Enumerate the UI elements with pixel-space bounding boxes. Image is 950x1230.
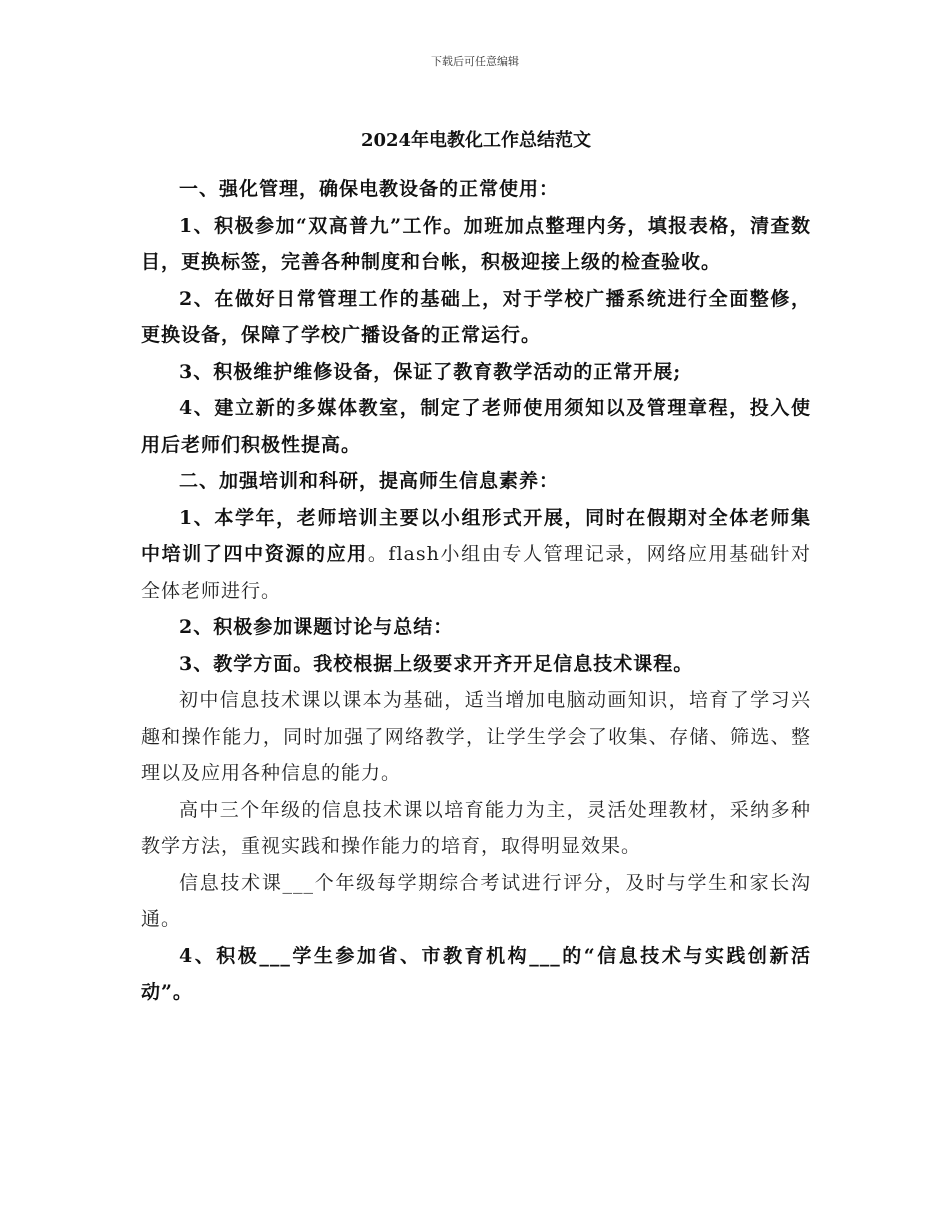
paragraph <box>141 390 811 463</box>
paragraph-text: 信息技术课___个年级每学期综合考试进行评分，及时与学生和家长沟通。 <box>141 871 811 930</box>
header-note: 下载后可任意编辑 <box>431 55 519 68</box>
paragraph-text: 3、教学方面。我校根据上级要求开齐开足信息技术课程。 <box>179 652 694 675</box>
paragraph-text-normal: 。flash小组由专人管理记录，网络应用基础针对全体老师进行。 <box>141 543 811 602</box>
paragraph <box>141 865 811 938</box>
paragraph-text: 初中信息技术课以课本为基础，适当增加电脑动画知识，培育了学习兴趣和操作能力，同时加强了网络教学，让学生学会了收集、存储、筛选、整理以及应用各种信息的能力。 <box>141 689 811 784</box>
paragraph-text: 高中三个年级的信息技术课以培育能力为主，灵活处理教材，采纳多种教学方法，重视实践和操作能力的培育，取得明显效果。 <box>141 798 811 857</box>
paragraph-text: 1、积极参加“双高普九”工作。加班加点整理内务，填报表格，清查数目，更换标签，完善各种制度和台帐，积极迎接上级的检查验收。 <box>141 214 811 273</box>
paragraph <box>141 792 811 865</box>
paragraph <box>141 208 811 281</box>
paragraph-text: 二、加强培训和科研，提高师生信息素养： <box>179 470 560 492</box>
paragraph <box>141 500 811 610</box>
paragraph-text: 3、积极维护维修设备，保证了教育教学活动的正常开展; <box>179 360 682 383</box>
section-heading-2 <box>141 463 811 500</box>
paragraph <box>141 682 811 792</box>
paragraph-text: 一、强化管理，确保电教设备的正常使用： <box>179 178 560 200</box>
paragraph <box>141 281 811 354</box>
paragraph <box>141 938 811 1011</box>
document-title: 2024年电教化工作总结范文 <box>360 130 592 151</box>
paragraph-text: 2、积极参加课题讨论与总结： <box>179 616 454 638</box>
paragraph-text: 4、积极___学生参加省、市教育机构___的“信息技术与实践创新活动”。 <box>141 944 811 1003</box>
section-heading-1 <box>141 171 811 208</box>
paragraph <box>141 609 811 646</box>
paragraph <box>141 354 811 391</box>
paragraph <box>141 646 811 683</box>
paragraph-text: 4、建立新的多媒体教室，制定了老师使用须知以及管理章程，投入使用后老师们积极性提高。 <box>141 397 811 456</box>
paragraph-text: 2、在做好日常管理工作的基础上，对于学校广播系统进行全面整修，更换设备，保障了学校广播设备的正常运行。 <box>141 287 811 346</box>
document-body <box>141 125 811 1011</box>
paragraph-text-bold: 1、本学年，老师培训主要以小组形式开展，同时在假期对全体老师集中培训了四中资源的应用 <box>141 506 811 565</box>
